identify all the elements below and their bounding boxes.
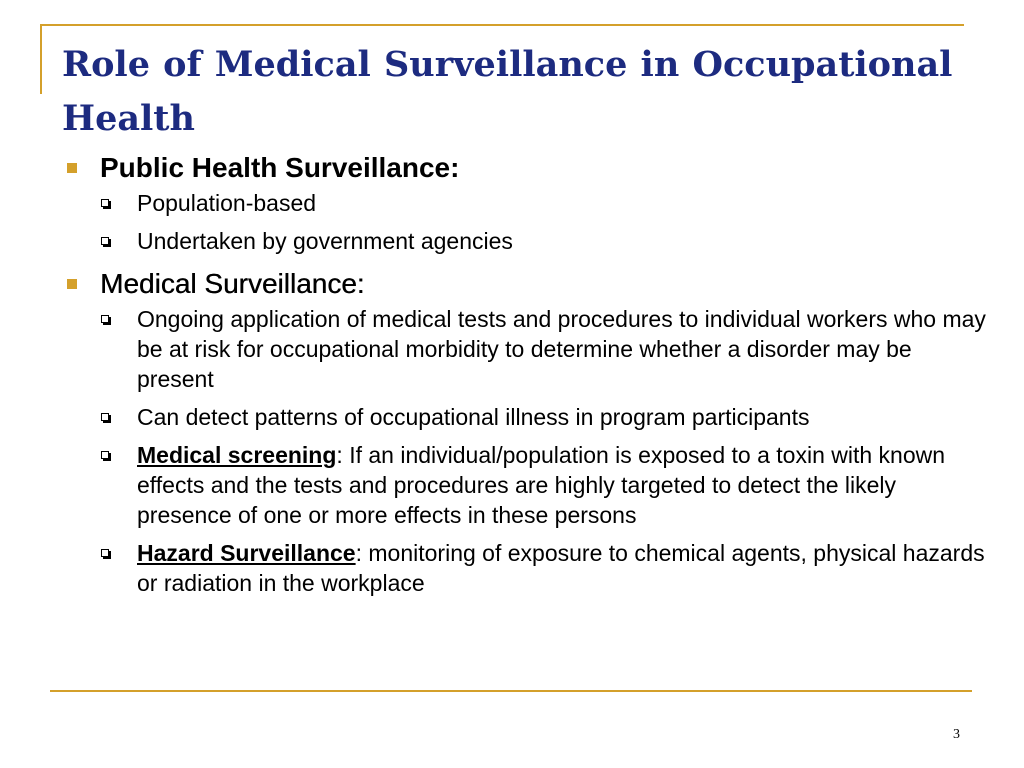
sub-bullet-text: : monitoring of exposure to chemical agents, physical hazards or radiation in the workplace <box>137 540 985 596</box>
term-medical-screening: Medical screening <box>137 442 337 468</box>
section-heading: Medical Surveillance: <box>100 268 365 299</box>
square-bullet-icon <box>67 279 77 289</box>
top-frame-line <box>40 24 964 26</box>
hollow-square-bullet-icon <box>101 315 109 323</box>
bottom-rule <box>50 690 972 692</box>
section-medical-surveillance <box>62 264 992 598</box>
sub-bullet-item <box>99 188 992 218</box>
sub-bullet-text: Population-based <box>137 190 317 216</box>
bullet-list <box>62 148 992 598</box>
sub-bullet-item <box>99 538 992 598</box>
hollow-square-bullet-icon <box>101 451 109 459</box>
sub-bullet-text: : If an individual/population is exposed to a toxin with known effects and the tests and procedures are highly targeted to detect the likely presence of one or more effects in these persons <box>137 442 946 528</box>
sub-bullet-list <box>99 188 992 256</box>
hollow-square-bullet-icon <box>101 199 109 207</box>
left-frame-line <box>40 24 42 94</box>
hollow-square-bullet-icon <box>101 237 109 245</box>
page-number: 3 <box>953 727 960 742</box>
sub-bullet-list <box>99 304 992 598</box>
square-bullet-icon <box>67 163 77 173</box>
sub-bullet-item <box>99 226 992 256</box>
sub-bullet-text: Ongoing application of medical tests and procedures to individual workers who may be at risk for occupational morbidity to determine whether a disorder may be present <box>137 306 986 392</box>
sub-bullet-text: Undertaken by government agencies <box>137 228 513 254</box>
hollow-square-bullet-icon <box>101 549 109 557</box>
section-heading: Public Health Surveillance: <box>100 152 460 183</box>
sub-bullet-text: Can detect patterns of occupational illness in program participants <box>137 404 810 430</box>
sub-bullet-item <box>99 402 992 432</box>
term-hazard-surveillance: Hazard Surveillance <box>137 540 356 566</box>
sub-bullet-item <box>99 440 992 530</box>
hollow-square-bullet-icon <box>101 413 109 421</box>
sub-bullet-item <box>99 304 992 394</box>
slide-title: Role of Medical Surveillance in Occupational Health <box>62 44 953 139</box>
section-public-health-surveillance <box>62 148 992 256</box>
slide-body <box>62 148 992 606</box>
